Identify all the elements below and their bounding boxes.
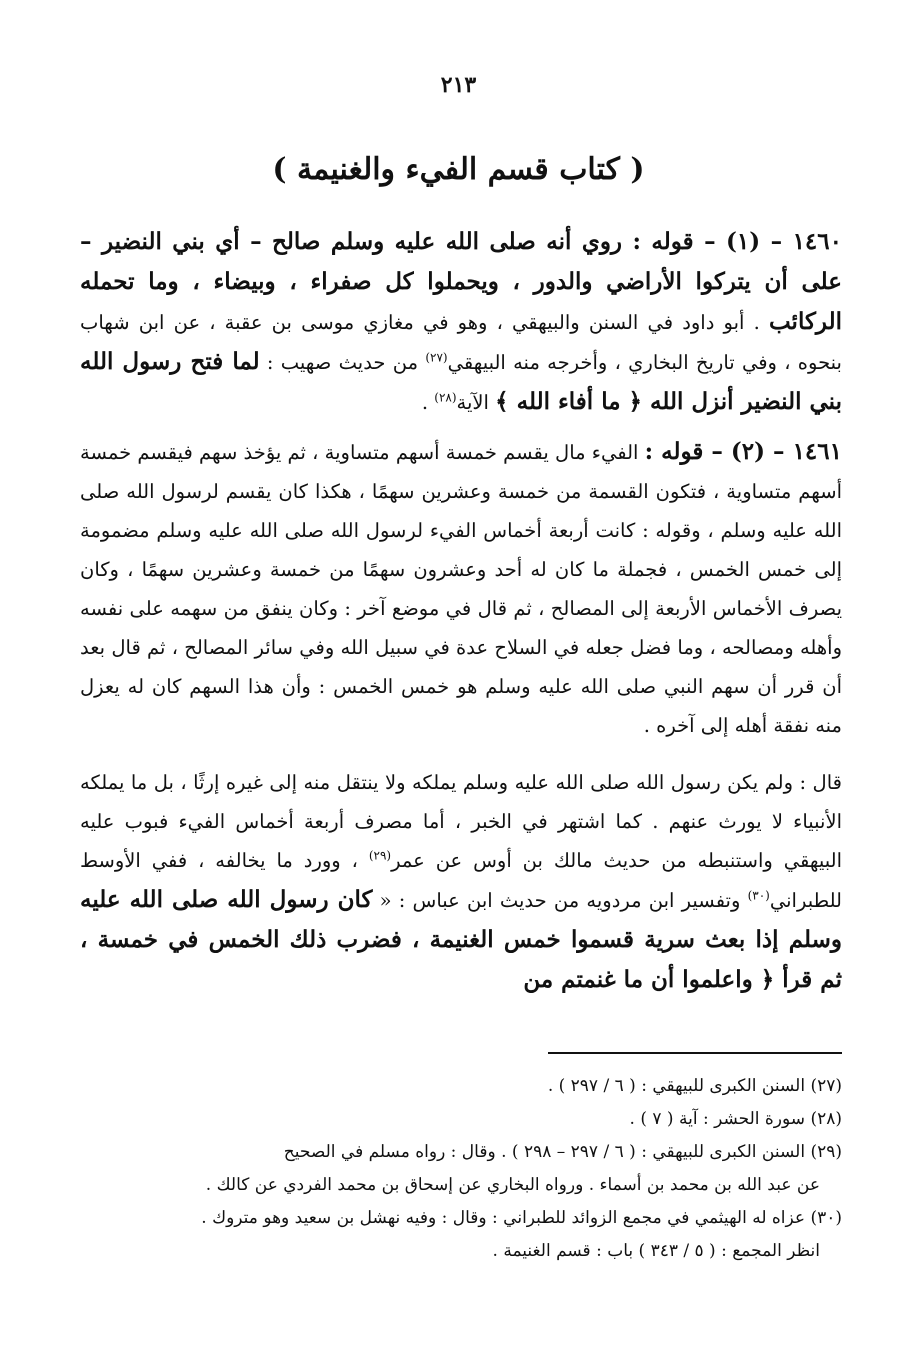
paragraph-1460 [80, 222, 842, 422]
footnote-text: (٣٠) عزاه له الهيثمي في مجمع الزوائد للطبراني : وقال : وفيه نهشل بن سعيد وهو متروك . [201, 1208, 842, 1228]
footnote-ref-28: (٢٨) [434, 390, 457, 405]
footnote-28 [80, 1103, 842, 1136]
hadith-heading: ١٤٦١ – (٢) – قوله : [644, 438, 842, 465]
commentary-text: الآية [456, 391, 496, 414]
footnote-ref-27: (٢٧) [425, 350, 448, 365]
commentary-text: قال : ولم يكن رسول الله صلى الله عليه وسلم يملكه ولا ينتقل منه إلى غيره إرثًا ، بل ما يملكه الأنبياء لا يورث عنهم . كما اشتهر في الخبر ، أما مصرف أربعة أخماس الفيء فبوب عليه البيهقي واستنبطه من حديث مالك بن أوس عن عمر [80, 771, 842, 872]
commentary-text: من حديث صهيب : [259, 351, 426, 374]
footnote-continuation: انظر المجمع : ( ٥ / ٣٤٣ ) باب : قسم الغنيمة . [492, 1241, 820, 1261]
commentary-text: ، وورد ما يخالفه ، ففي الأوسط للطبراني [80, 849, 842, 912]
hadith-quote: كان رسول الله صلى الله عليه وسلم إذا بعث سرية قسموا خمس الغنيمة ، فضرب ذلك الخمس في خمسة ، ثم قرأ ﴿ واعلموا أن ما غنمتم من [80, 886, 842, 993]
footnote-27 [80, 1070, 842, 1103]
page-number: ٢١٣ [440, 72, 477, 98]
commentary-text: وتفسير ابن مردويه من حديث ابن عباس : « [372, 889, 748, 912]
footnote-ref-29: (٢٩) [368, 848, 392, 863]
footnote-text: (٢٨) سورة الحشر : آية ( ٧ ) . [629, 1109, 842, 1129]
paragraph-1461 [80, 432, 842, 745]
footnote-ref-30: (٣٠) [747, 888, 770, 903]
footnote-divider [548, 1052, 842, 1054]
footnote-29 [80, 1136, 842, 1202]
footnote-continuation: عن عبد الله بن محمد بن أسماء . ورواه البخاري عن إسحاق بن محمد الفردي عن كالك . [205, 1175, 820, 1195]
chapter-title: ( كتاب قسم الفيء والغنيمة ) [272, 152, 645, 187]
paragraph-commentary [80, 763, 842, 1000]
commentary-text: . [421, 391, 435, 414]
hadith-heading: ١٤٦٠ – (١) – قوله : [632, 228, 842, 255]
footnotes [80, 1070, 842, 1268]
footnote-text: (٢٧) السنن الكبرى للبيهقي : ( ٦ / ٢٩٧ ) . [547, 1076, 842, 1096]
commentary-text: . أبو داود في السنن والبيهقي ، وهو في مغازي موسى بن عقبة ، عن ابن شهاب بنحوه ، وفي تاريخ البخاري ، وأخرجه منه البيهقي [80, 311, 842, 374]
footnote-30 [80, 1202, 842, 1268]
hadith-quote: لما فتح رسول الله بني النضير أنزل الله ﴿ ما أفاء الله ﴾ [80, 348, 842, 415]
main-text [80, 222, 842, 1018]
footnote-text: (٢٩) السنن الكبرى للبيهقي : ( ٦ / ٢٩٧ – ٢٩٨ ) . وقال : رواه مسلم في الصحيح [283, 1142, 842, 1162]
commentary-text: الفيء مال يقسم خمسة أسهم متساوية ، ثم يؤخذ سهم فيقسم خمسة أسهم متساوية ، فتكون القسمة من خمسة وعشرين سهمًا ، هكذا كان يقسم لرسول الله صلى الله عليه وسلم ، وقوله : كانت أربعة أخماس الفيء لرسول الله صلى الله عليه وسلم مضمومة إلى خمس الخمس ، فجملة ما كان له أحد وعشرون سهمًا من خمسة وعشرين سهمًا ، وكان يصرف الأخماس الأربعة إلى المصالح ، ثم قال في موضع آخر : وكان ينفق من سهمه على نفسه وأهله ومصالحه ، وما فضل جعله في السلاح عدة في سبيل الله وفي سائر المصالح ، ثم قال بعد أن قرر أن سهم النبي صلى الله عليه وسلم هو خمس الخمس : وأن هذا السهم كان له يعزل منه نفقة أهله إلى آخره . [80, 441, 842, 737]
hadith-quote: روي أنه صلى الله عليه وسلم صالح – أي بني النضير – على أن يتركوا الأراضي والدور ، ويحملوا كل صفراء ، وبيضاء ، وما تحمله الركائب [80, 228, 842, 335]
